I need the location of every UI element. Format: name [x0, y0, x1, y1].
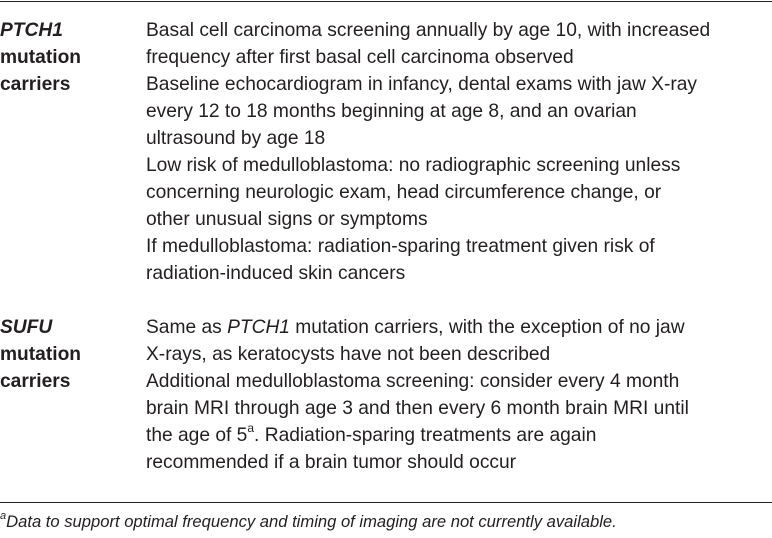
text-line: every 12 to 18 months beginning at age 8, and an ovarian [146, 101, 637, 122]
text-fragment: the age of 5 [146, 425, 248, 446]
text-line: X-rays, as keratocysts have not been described [146, 344, 551, 365]
recommendation-item [146, 314, 772, 368]
footnote-text: Data to support optimal frequency and timing of imaging are not currently available. [6, 512, 617, 531]
text-line: Low risk of medulloblastoma: no radiographic screening unless [146, 155, 681, 176]
text-line: If medulloblastoma: radiation-sparing treatment given risk of [146, 236, 655, 257]
recommendation-item [146, 152, 772, 233]
label-line: mutation [0, 344, 82, 365]
recommendation-item [146, 71, 772, 152]
text-line: ultrasound by age 18 [146, 128, 326, 149]
text-line: Basal cell carcinoma screening annually by age 10, with increased [146, 20, 711, 41]
row-content-ptch1 [146, 17, 772, 287]
text-line: other unusual signs or symptoms [146, 209, 428, 230]
recommendation-item [146, 368, 772, 476]
label-line: mutation [0, 47, 82, 68]
table-footnote [0, 510, 772, 534]
gene-reference-ptch1: PTCH1 [227, 317, 290, 338]
text-fragment: mutation carriers, with the exception of no jaw [289, 317, 685, 338]
text-line [146, 314, 772, 341]
text-line: recommended if a brain tumor should occur [146, 452, 517, 473]
row-content-sufu [146, 314, 772, 476]
footnote-marker: a [247, 420, 255, 435]
text-line: radiation-induced skin cancers [146, 263, 406, 284]
gene-name-sufu: SUFU [0, 317, 53, 338]
text-line: brain MRI through age 3 and then every 6 month brain MRI until [146, 398, 689, 419]
text-fragment: . Radiation-sparing treatments are again [254, 425, 597, 446]
row-label-ptch1 [0, 17, 140, 98]
label-line: carriers [0, 74, 71, 95]
text-line: concerning neurologic exam, head circumference change, or [146, 182, 662, 203]
recommendation-item [146, 233, 772, 287]
text-line: frequency after first basal cell carcinoma observed [146, 47, 574, 68]
label-line: carriers [0, 371, 71, 392]
text-line: Additional medulloblastoma screening: consider every 4 month [146, 371, 680, 392]
text-fragment: Same as [146, 317, 228, 338]
text-line: Baseline echocardiogram in infancy, dental exams with jaw X-ray [146, 74, 698, 95]
gene-name-ptch1: PTCH1 [0, 20, 63, 41]
row-label-sufu [0, 314, 140, 395]
footnote-marker: a [0, 510, 7, 523]
table-bottom-rule [0, 502, 772, 503]
recommendation-item [146, 17, 772, 71]
text-line [146, 422, 772, 449]
table-top-rule [0, 1, 772, 2]
